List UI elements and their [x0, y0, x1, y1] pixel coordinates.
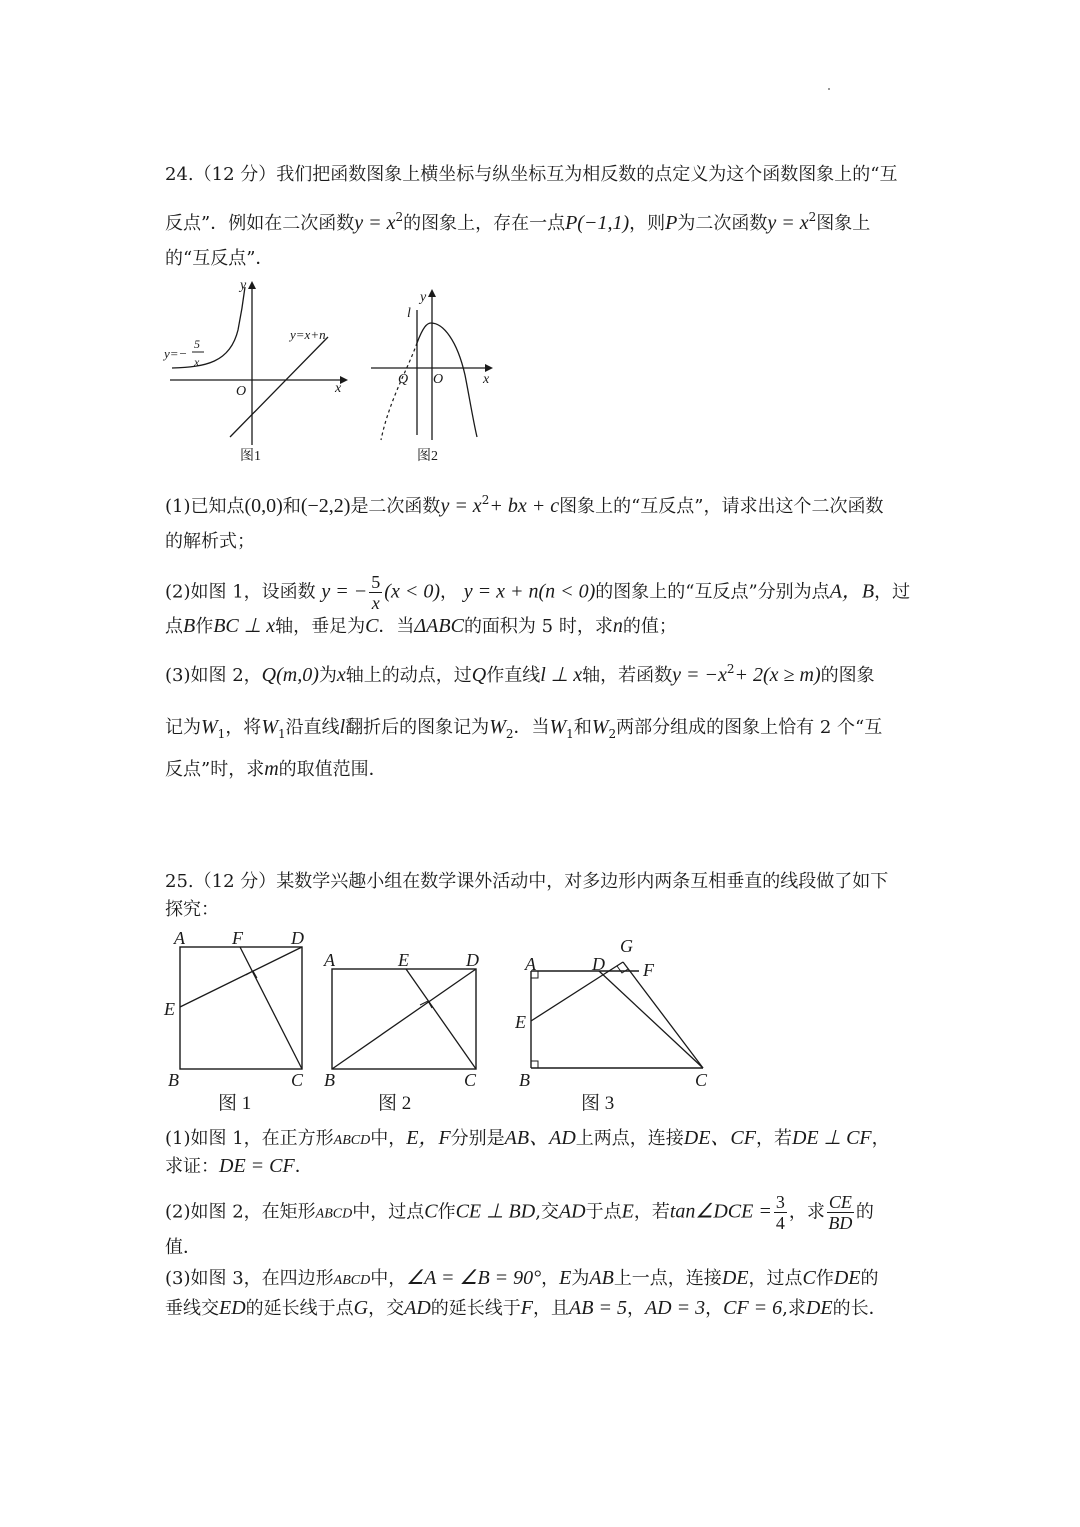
fig25-1-b: B [168, 1070, 179, 1090]
speck [828, 88, 830, 90]
fig25-2-c: C [464, 1070, 477, 1090]
frac-3-over-4: $\frac{3}{4}$ [775, 1192, 785, 1233]
fig25-3-e: E [515, 1012, 526, 1032]
fig1-hyperbola-den: x [194, 355, 200, 369]
fig1-line-label: y=x+n [290, 327, 326, 342]
fig1-x-label: x [335, 381, 342, 396]
q24-part3-line3: 反点”时，求m的取值范围． [165, 758, 387, 780]
fig25-1-a: A [174, 928, 185, 948]
q25-figure-1 [160, 925, 320, 1120]
fig25-3-b: B [519, 1070, 530, 1090]
q24-part3-line1: (3)如图 2，Q(m,0)为x轴上的动点，过Q作直线l ⊥ x轴，若函数$y = -x^2+ 2(x \ge m)$的图象 [165, 662, 875, 686]
fig25-2-e: E [398, 950, 409, 970]
fig25-1-caption: 图 1 [218, 1093, 252, 1114]
fig25-2-d: D [466, 950, 479, 970]
fig2-origin-label: O [433, 372, 444, 387]
fig2-l-label: l [407, 306, 411, 321]
fig2-q-label: Q [398, 372, 409, 387]
q25-figure-3 [515, 930, 725, 1120]
q25-part3-line1: (3)如图 3，在四边形ABCD中，∠A = ∠B = 90°，E为AB上一点，连接DE，过点C作DE的 [165, 1267, 879, 1289]
q25-part3-line2: 垂线交ED的延长线于点G，交AD的延长线于F，且AB = 5，AD = 3，CF = 6,求DE的长． [165, 1297, 887, 1319]
fig2-x-label: x [483, 372, 490, 387]
q25-line1: 25.（12 分）某数学兴趣小组在数学课外活动中，对多边形内两条互相垂直的线段做了如下 [165, 871, 889, 892]
fig1-origin-label: O [236, 384, 247, 399]
fig1-y-label: y [240, 278, 247, 293]
q24-line2: 反点”．例如在二次函数$y = x^2$的图象上，存在一点P(−1,1)，则P为二次函数$y = x^2$图象上 [165, 210, 871, 234]
frac-ce-over-bd: $\frac{CE}{BD}$ [828, 1192, 853, 1233]
q24-figure-1 [160, 275, 360, 470]
q25-part2-line1: (2)如图 2，在矩形ABCD中，过点C作CE ⊥ BD,交AD于点E，若tan∠DCE = $\frac{3}{4}$ ，求 $\frac{CE}{BD}$ 的 [165, 1192, 874, 1233]
q24-line1: 24.（12 分）我们把函数图象上横坐标与纵坐标互为相反数的点定义为这个函数图象上的“互 [165, 164, 898, 185]
fig25-2-caption: 图 2 [378, 1093, 412, 1114]
fig25-1-f: F [232, 928, 243, 948]
fig25-3-g: G [620, 936, 633, 956]
fig1-caption: 图1 [240, 449, 261, 464]
fig25-3-a: A [525, 954, 536, 974]
fig25-2-b: B [324, 1070, 335, 1090]
fig25-1-c: C [291, 1070, 304, 1090]
fig25-3-c: C [695, 1070, 708, 1090]
q25-part2-line2: 值． [165, 1237, 201, 1258]
q24-figure-2 [365, 285, 505, 470]
q24-part3-line2: 记为$W_1$，将$W_1$沿直线l翻折后的图象记为$W_2$．当$W_1$和$W_2$两部分组成的图象上恰有 2 个“互 [165, 716, 883, 741]
fig1-hyperbola-num: 5 [194, 337, 200, 351]
frac-5-over-x: $\frac{5}{x}$ [371, 572, 381, 613]
q24-part2-line1: (2)如图 1，设函数 y = − $\frac{5}{x}$ (x < 0)， y = x + n(n < 0)的图象上的“互反点”分别为点A，B，过 [165, 572, 911, 613]
fig2-caption: 图2 [417, 449, 438, 464]
q24-line3: 的“互反点”． [165, 248, 274, 269]
q24-part1-line2: 的解析式； [165, 531, 255, 552]
fig2-y-label: y [420, 290, 427, 305]
q25-line2: 探究： [165, 899, 219, 920]
fig25-3-f: F [643, 960, 654, 980]
q25-figure-2 [320, 945, 500, 1120]
fig25-1-d: D [291, 928, 304, 948]
q25-part1-line2: 求证：DE = CF． [165, 1155, 313, 1177]
q24-part1-line1: (1)已知点(0,0)和(−2,2)是二次函数$y = x^2+$ bx + c图象上的“互反点”，请求出这个二次函数 [165, 493, 884, 517]
fig25-2-a: A [324, 950, 335, 970]
fig1-hyperbola-label: y=− [164, 346, 188, 361]
fig25-3-caption: 图 3 [581, 1093, 615, 1114]
fig25-3-d: D [592, 954, 605, 974]
q24-part2-line2: 点B作BC ⊥ x轴，垂足为C．当ΔABC的面积为 5 时，求n的值； [165, 615, 677, 637]
q25-part1-line1: (1)如图 1，在正方形ABCD中，E，F分别是AB、AD上两点，连接DE、CF，若DE ⊥ CF， [165, 1127, 890, 1149]
fig25-1-e: E [164, 999, 175, 1019]
